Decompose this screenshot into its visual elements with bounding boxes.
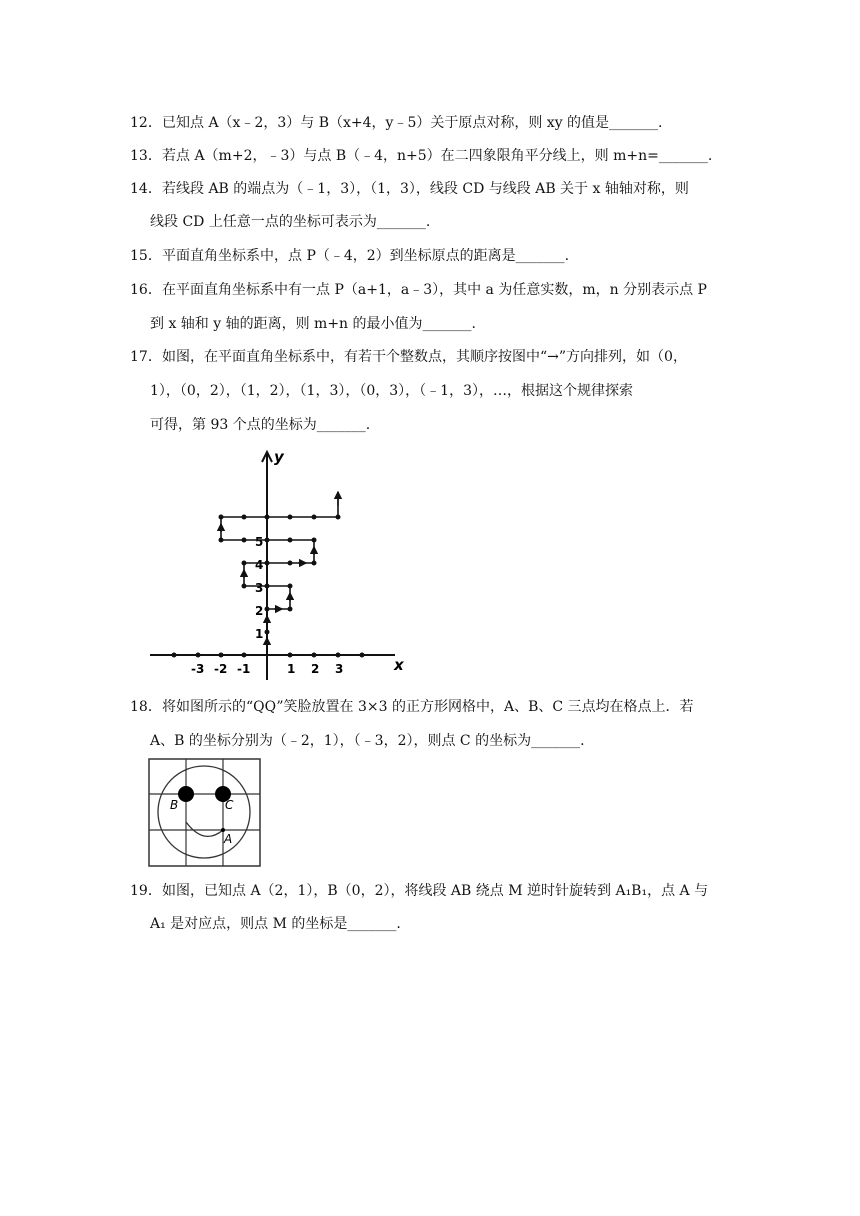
- figure-18-qq-smiley-grid: [148, 758, 262, 868]
- question-text: A、B 的坐标分别为（﹣2，1），（﹣3，2），则点 C 的坐标为_______.: [150, 733, 585, 749]
- lattice-path: [221, 492, 338, 655]
- question-text: 平面直角坐标系中，点 P（﹣4，2）到坐标原点的距离是_______.: [162, 248, 570, 264]
- question-number: 19．: [130, 883, 162, 899]
- question-number: 13．: [130, 148, 162, 164]
- question-text: A₁ 是对应点，则点 M 的坐标是_______.: [150, 916, 401, 932]
- question-text: 可得，第 93 个点的坐标为_______.: [150, 417, 371, 433]
- y-tick-label: 4: [255, 558, 264, 572]
- figure-17-lattice-path: [140, 448, 410, 688]
- question-number: 12．: [130, 115, 162, 131]
- question-number: 15．: [130, 248, 162, 264]
- question-number: 18．: [130, 699, 162, 715]
- x-tick-label: -3: [191, 662, 205, 676]
- y-tick-label: 5: [255, 535, 264, 549]
- label-c: C: [225, 798, 234, 812]
- lattice-points: [219, 515, 341, 635]
- question-text: 1），（0，2），（1，2），（1，3），（0，3），（﹣1，3），…，根据这个规律探索: [150, 383, 633, 399]
- question-text: 线段 CD 上任意一点的坐标可表示为_______.: [150, 214, 431, 230]
- x-tick-label: 1: [287, 662, 296, 676]
- y-tick-label: 3: [255, 581, 264, 595]
- question-text: 已知点 A（x﹣2，3）与 B（x+4，y﹣5）关于原点对称，则 xy 的值是_______.: [162, 115, 663, 131]
- question-text: 若线段 AB 的端点为（﹣1，3），（1，3），线段 CD 与线段 AB 关于 x 轴轴对称，则: [162, 181, 689, 197]
- face-outline: [158, 766, 250, 858]
- question-number: 16．: [130, 282, 162, 298]
- question-text: 如图，已知点 A（2，1），B（0，2），将线段 AB 绕点 M 逆时针旋转到 A₁B₁，点 A 与: [162, 883, 709, 899]
- question-text: 在平面直角坐标系中有一点 P（a+1，a﹣3），其中 a 为任意实数，m，n 分别表示点 P: [162, 282, 707, 298]
- question-text: 将如图所示的“QQ”笑脸放置在 3×3 的正方形网格中，A、B、C 三点均在格点上．若: [162, 699, 694, 715]
- x-tick-label: -2: [214, 662, 228, 676]
- question-text: 若点 A（m+2，﹣3）与点 B（﹣4，n+5）在二四象限角平分线上，则 m+n=_______.: [162, 148, 713, 164]
- smile: [186, 822, 223, 836]
- label-a: A: [224, 832, 233, 846]
- y-axis-label: y: [274, 448, 284, 466]
- y-tick-label: 1: [255, 627, 264, 641]
- question-text: 到 x 轴和 y 轴的距离，则 m+n 的最小值为_______.: [150, 316, 476, 332]
- label-b: B: [170, 798, 179, 812]
- x-tick-label: 3: [335, 662, 344, 676]
- x-axis-label: x: [394, 656, 404, 674]
- left-eye: [178, 786, 194, 802]
- question-number: 17．: [130, 349, 162, 365]
- question-number: 14．: [130, 181, 162, 197]
- x-tick-label: 2: [311, 662, 320, 676]
- question-text: 如图，在平面直角坐标系中，有若干个整数点，其顺序按图中“→”方向排列，如（0，: [162, 349, 687, 365]
- x-tick-label: -1: [237, 662, 251, 676]
- y-tick-label: 2: [255, 604, 264, 618]
